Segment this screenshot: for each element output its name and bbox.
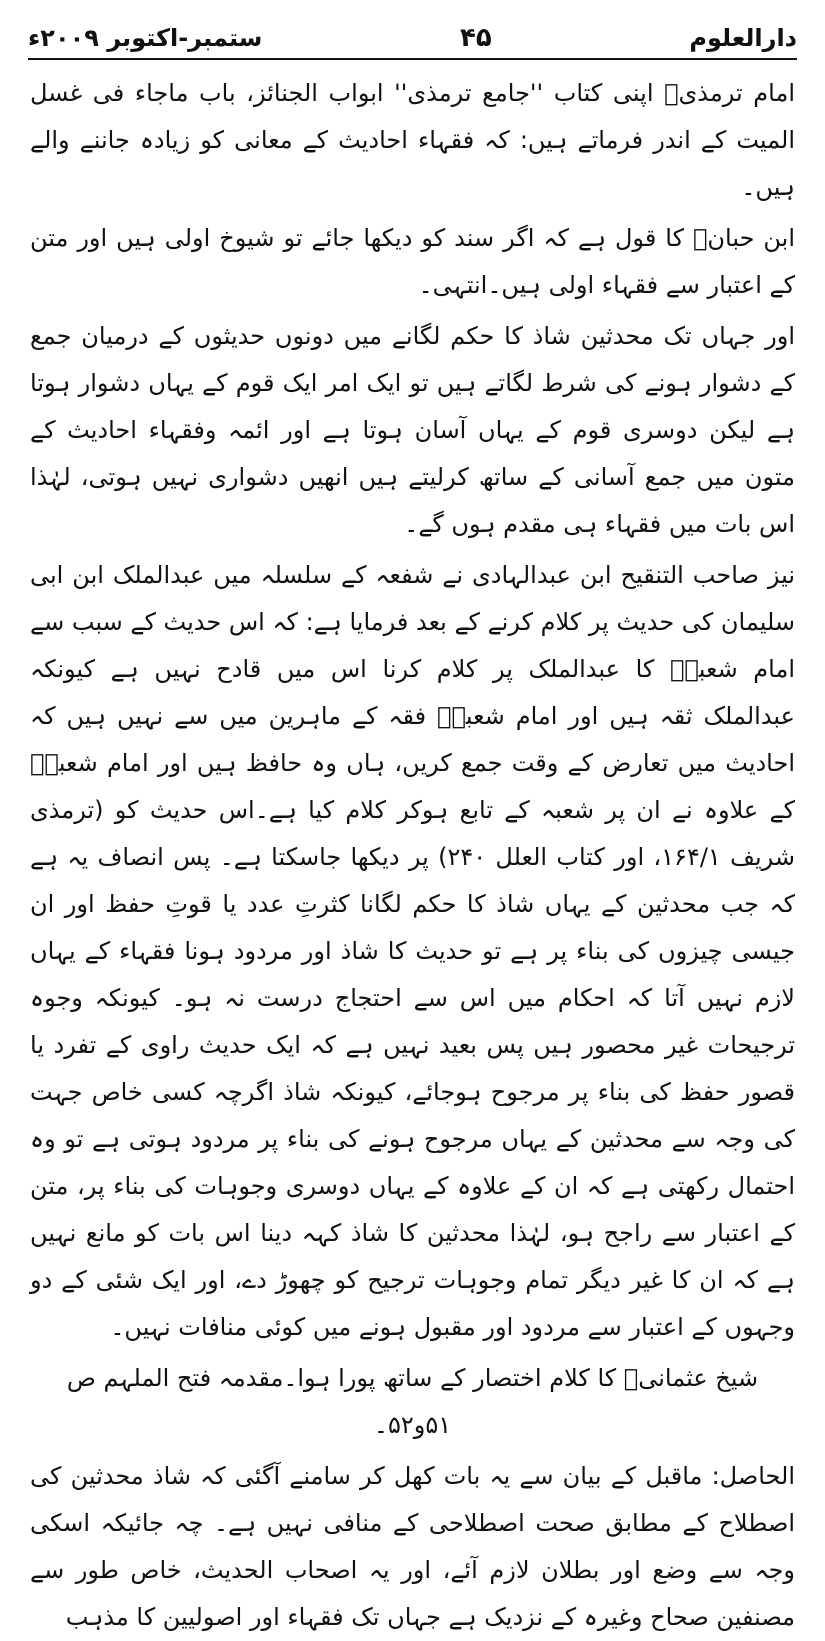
paragraph: نیز صاحب التنقیح ابن عبدالہادی نے شفعہ کے سلسلہ میں عبدالملک ابن ابی سلیمان کی حدیث پر کلام کرنے کے بعد فرمایا ہے: کہ اس حدیث کے سبب سے امام شعبہؒ کا عبدالملک پر کلام کرنا اس میں قادح نہیں ہے کیونکہ عبدالملک ثقہ ہیں اور امام شعبہؒ فقہ کے ماہرین میں سے نہیں ہیں کہ احادیث میں تعارض کے وقت جمع کریں، ہاں وہ حافظ ہیں اور امام شعبہؒ کے علاوہ نے ان پر شعبہ کے تابع ہوکر کلام کیا ہے۔اس حدیث کو (ترمذی شریف ۱۶۴/۱، اور کتاب العلل ۲۴۰) پر دیکھا جاسکتا ہے۔ پس انصاف یہ ہے کہ جب محدثین کے یہاں شاذ کا حکم لگانا کثرتِ عدد یا قوتِ حفظ اور ان جیسی چیزوں کی بناء پر ہے تو حدیث کا شاذ اور مردود ہونا فقہاء کے یہاں لازم نہیں آتا کہ احکام میں اس سے احتجاج درست نہ ہو۔ کیونکہ وجوہ ترجیحات غیر محصور ہیں پس بعید نہیں ہے کہ ایک حدیث راوی کے تفرد یا قصور حفظ کی بناء پر مرجوح ہوجائے، کیونکہ شاذ اگرچہ کسی خاص جہت کی وجہ سے محدثین کے یہاں مرجوح ہونے کی بناء پر مردود ہوتی ہے تو وہ احتمال رکھتی ہے کہ ان کے علاوہ کے یہاں دوسری وجوہات کی بناء پر، متن کے اعتبار سے راجح ہو، لہٰذا محدثین کا شاذ کہہ دینا اس بات کو مانع نہیں ہے کہ ان کا غیر دیگر تمام وجوہات ترجیح کو چھوڑ دے، اور ایک شئی کے دو وجہوں کے اعتبار سے مردود اور مقبول ہونے میں کوئی منافات نہیں۔ [30, 561, 795, 1341]
paragraph: ابن حبانؒ کا قول ہے کہ اگر سند کو دیکھا جائے تو شیوخ اولی ہیں اور متن کے اعتبار سے فقہاء اولی ہیں۔انتہی۔ [30, 224, 795, 299]
running-header [28, 12, 797, 60]
journal-title: دارالعلوم [689, 24, 797, 52]
paragraph: امام ترمذیؒ اپنی کتاب ''جامع ترمذی'' ابواب الجنائز، باب ماجاء فی غسل المیت کے اندر فرماتے ہیں: کہ فقہاء احادیث کے معانی کو زیادہ جاننے والے ہیں۔ [30, 79, 796, 201]
paragraph: الحاصل: ماقبل کے بیان سے یہ بات کھل کر سامنے آگئی کہ شاذ محدثین کی اصطلاح کے مطابق صحت اصطلاحی کے منافی نہیں ہے۔ چہ جائیکہ اسکی وجہ سے وضع اور بطلان لازم آئے، اور یہ اصحاب الحدیث، خاص طور سے مصنفین صحاح وغیرہ کے نزدیک ہے جہاں تک فقہاء اور اصولیین کا مذہب [30, 1462, 795, 1631]
page-number: ۴۵ [460, 23, 492, 53]
issue-date: ستمبر-اکتوبر ۲۰۰۹ء [28, 24, 263, 52]
paragraph: اور جہاں تک محدثین شاذ کا حکم لگانے میں دونوں حدیثوں کے درمیان جمع کے دشوار ہونے کی شرط لگاتے ہیں تو ایک امر ایک قوم کے یہاں دشوار ہوتا ہے لیکن دوسری قوم کے یہاں آسان ہوتا ہے اور ائمہ وفقہاء احادیث کے متون میں جمع آسانی کے ساتھ کرلیتے ہیں انھیں دشواری نہیں ہوتی، لہٰذا اس بات میں فقہاء ہی مقدم ہوں گے۔ [30, 322, 795, 538]
article-body [30, 70, 796, 1631]
citation-line: شیخ عثمانیؒ کا کلام اختصار کے ساتھ پورا ہوا۔مقدمہ فتح الملہم ص ۵۱و۵۲۔ [66, 1364, 759, 1439]
